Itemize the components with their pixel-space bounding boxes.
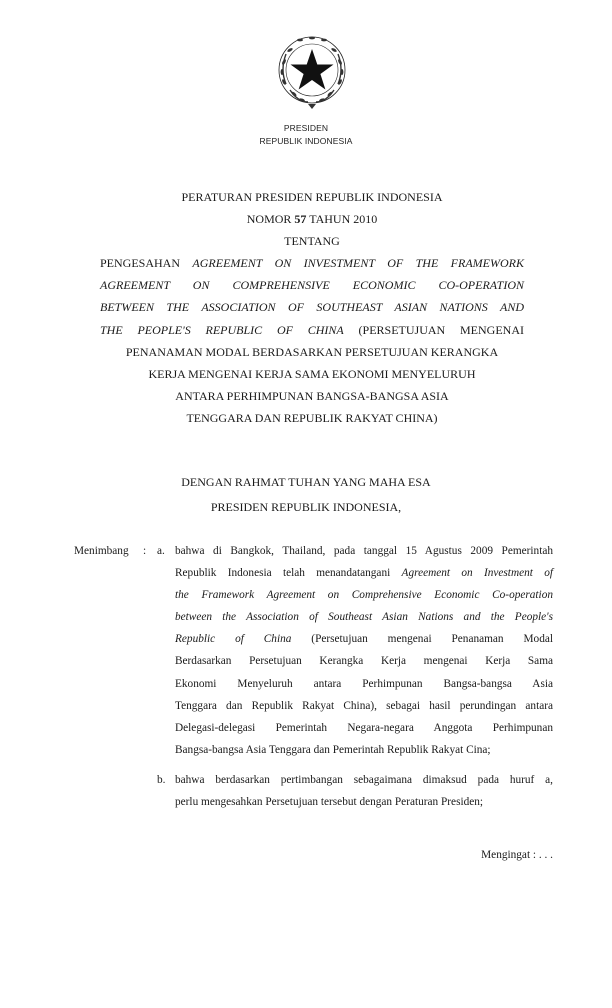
item-italic-text: Republic of China [175,633,292,646]
subject-line [100,252,524,274]
nomor-label: NOMOR [246,212,292,227]
nomor-value: 57 [294,212,307,227]
subject-italic-text: BETWEEN THE ASSOCIATION OF SOUTHEAST ASIAN NATIONS AND [100,300,524,315]
title-line: PERATURAN PRESIDEN REPUBLIK INDONESIA [181,190,443,204]
item-letter: a. [157,545,165,557]
subject-line: ANTARA PERHIMPUNAN BANGSA-BANGSA ASIA [175,388,449,403]
item-line: Delegasi-delegasi Pemerintah Negara-negara Anggota Perhimpunan [175,721,553,734]
subject-line: TENGGARA DAN REPUBLIK RAKYAT CHINA) [186,410,438,425]
item-line: bahwa berdasarkan pertimbangan sebagaimana dimaksud pada huruf a, [175,774,553,786]
subject-text: PENGESAHAN [100,256,181,271]
consideration-item-a [157,540,553,761]
presidential-emblem-icon [272,32,352,112]
subject-italic-text: THE PEOPLE'S REPUBLIC OF CHINA [100,322,344,337]
item-text: (Persetujuan mengenai Penanaman Modal [291,633,553,646]
subject-line [100,319,524,341]
subject-italic-text: AGREEMENT ON INVESTMENT OF THE FRAMEWORK [192,256,524,271]
item-line: bahwa di Bangkok, Thailand, pada tanggal 15 Agustus 2009 Pemerintah [175,545,553,557]
tahun-label: TAHUN 2010 [309,212,378,227]
opening-invocation: DENGAN RAHMAT TUHAN YANG MAHA ESA [181,475,431,489]
item-italic-text: between the Association of Southeast Asian Nations and the People's [175,611,553,624]
item-text: Republik Indonesia telah menandatangani [175,567,402,580]
subject-line [100,274,524,296]
item-line [175,606,553,628]
subject-line: PENANAMAN MODAL BERDASARKAN PERSETUJUAN KERANGKA [125,344,499,359]
subject-line [100,296,524,318]
item-line: Ekonomi Menyeluruh antara Perhimpunan Bangsa-bangsa Asia [175,677,553,690]
item-line: perlu mengesahkan Persetujuan tersebut dengan Peraturan Presiden; [175,796,484,809]
item-italic-text: Agreement on Investment of [401,567,553,580]
item-line: Bangsa-bangsa Asia Tenggara dan Pemerintah Republik Rakyat Cina; [175,743,491,756]
consideration-item-b [157,769,553,813]
continuation-marker: Mengingat : . . . [481,849,553,861]
item-italic-text: the Framework Agreement on Comprehensive Economic Co-operation [175,589,553,602]
opening-president: PRESIDEN REPUBLIK INDONESIA, [210,500,402,514]
emblem-caption-presiden: PRESIDEN [283,123,329,133]
emblem-caption-republik: REPUBLIK INDONESIA [259,136,353,146]
regulation-title [100,186,524,429]
subject-line: KERJA MENGENAI KERJA SAMA EKONOMI MENYELURUH [148,366,476,381]
item-line [175,562,553,584]
item-letter: b. [157,774,166,786]
tentang-label: TENTANG [284,234,340,249]
menimbang-colon: : [143,545,147,557]
subject-text: (PERSETUJUAN MENGENAI [358,322,524,337]
item-line: Berdasarkan Persetujuan Kerangka Kerja mengenai Kerja Sama [175,655,553,668]
title-number-line [100,208,524,230]
item-line [175,628,553,650]
subject-italic-text: AGREEMENT ON COMPREHENSIVE ECONOMIC CO-OPERATION [100,278,524,293]
item-line [175,584,553,606]
menimbang-label: Menimbang [74,545,129,557]
item-line: Tenggara dan Republik Rakyat China), sebagai hasil perundingan antara [175,699,553,712]
